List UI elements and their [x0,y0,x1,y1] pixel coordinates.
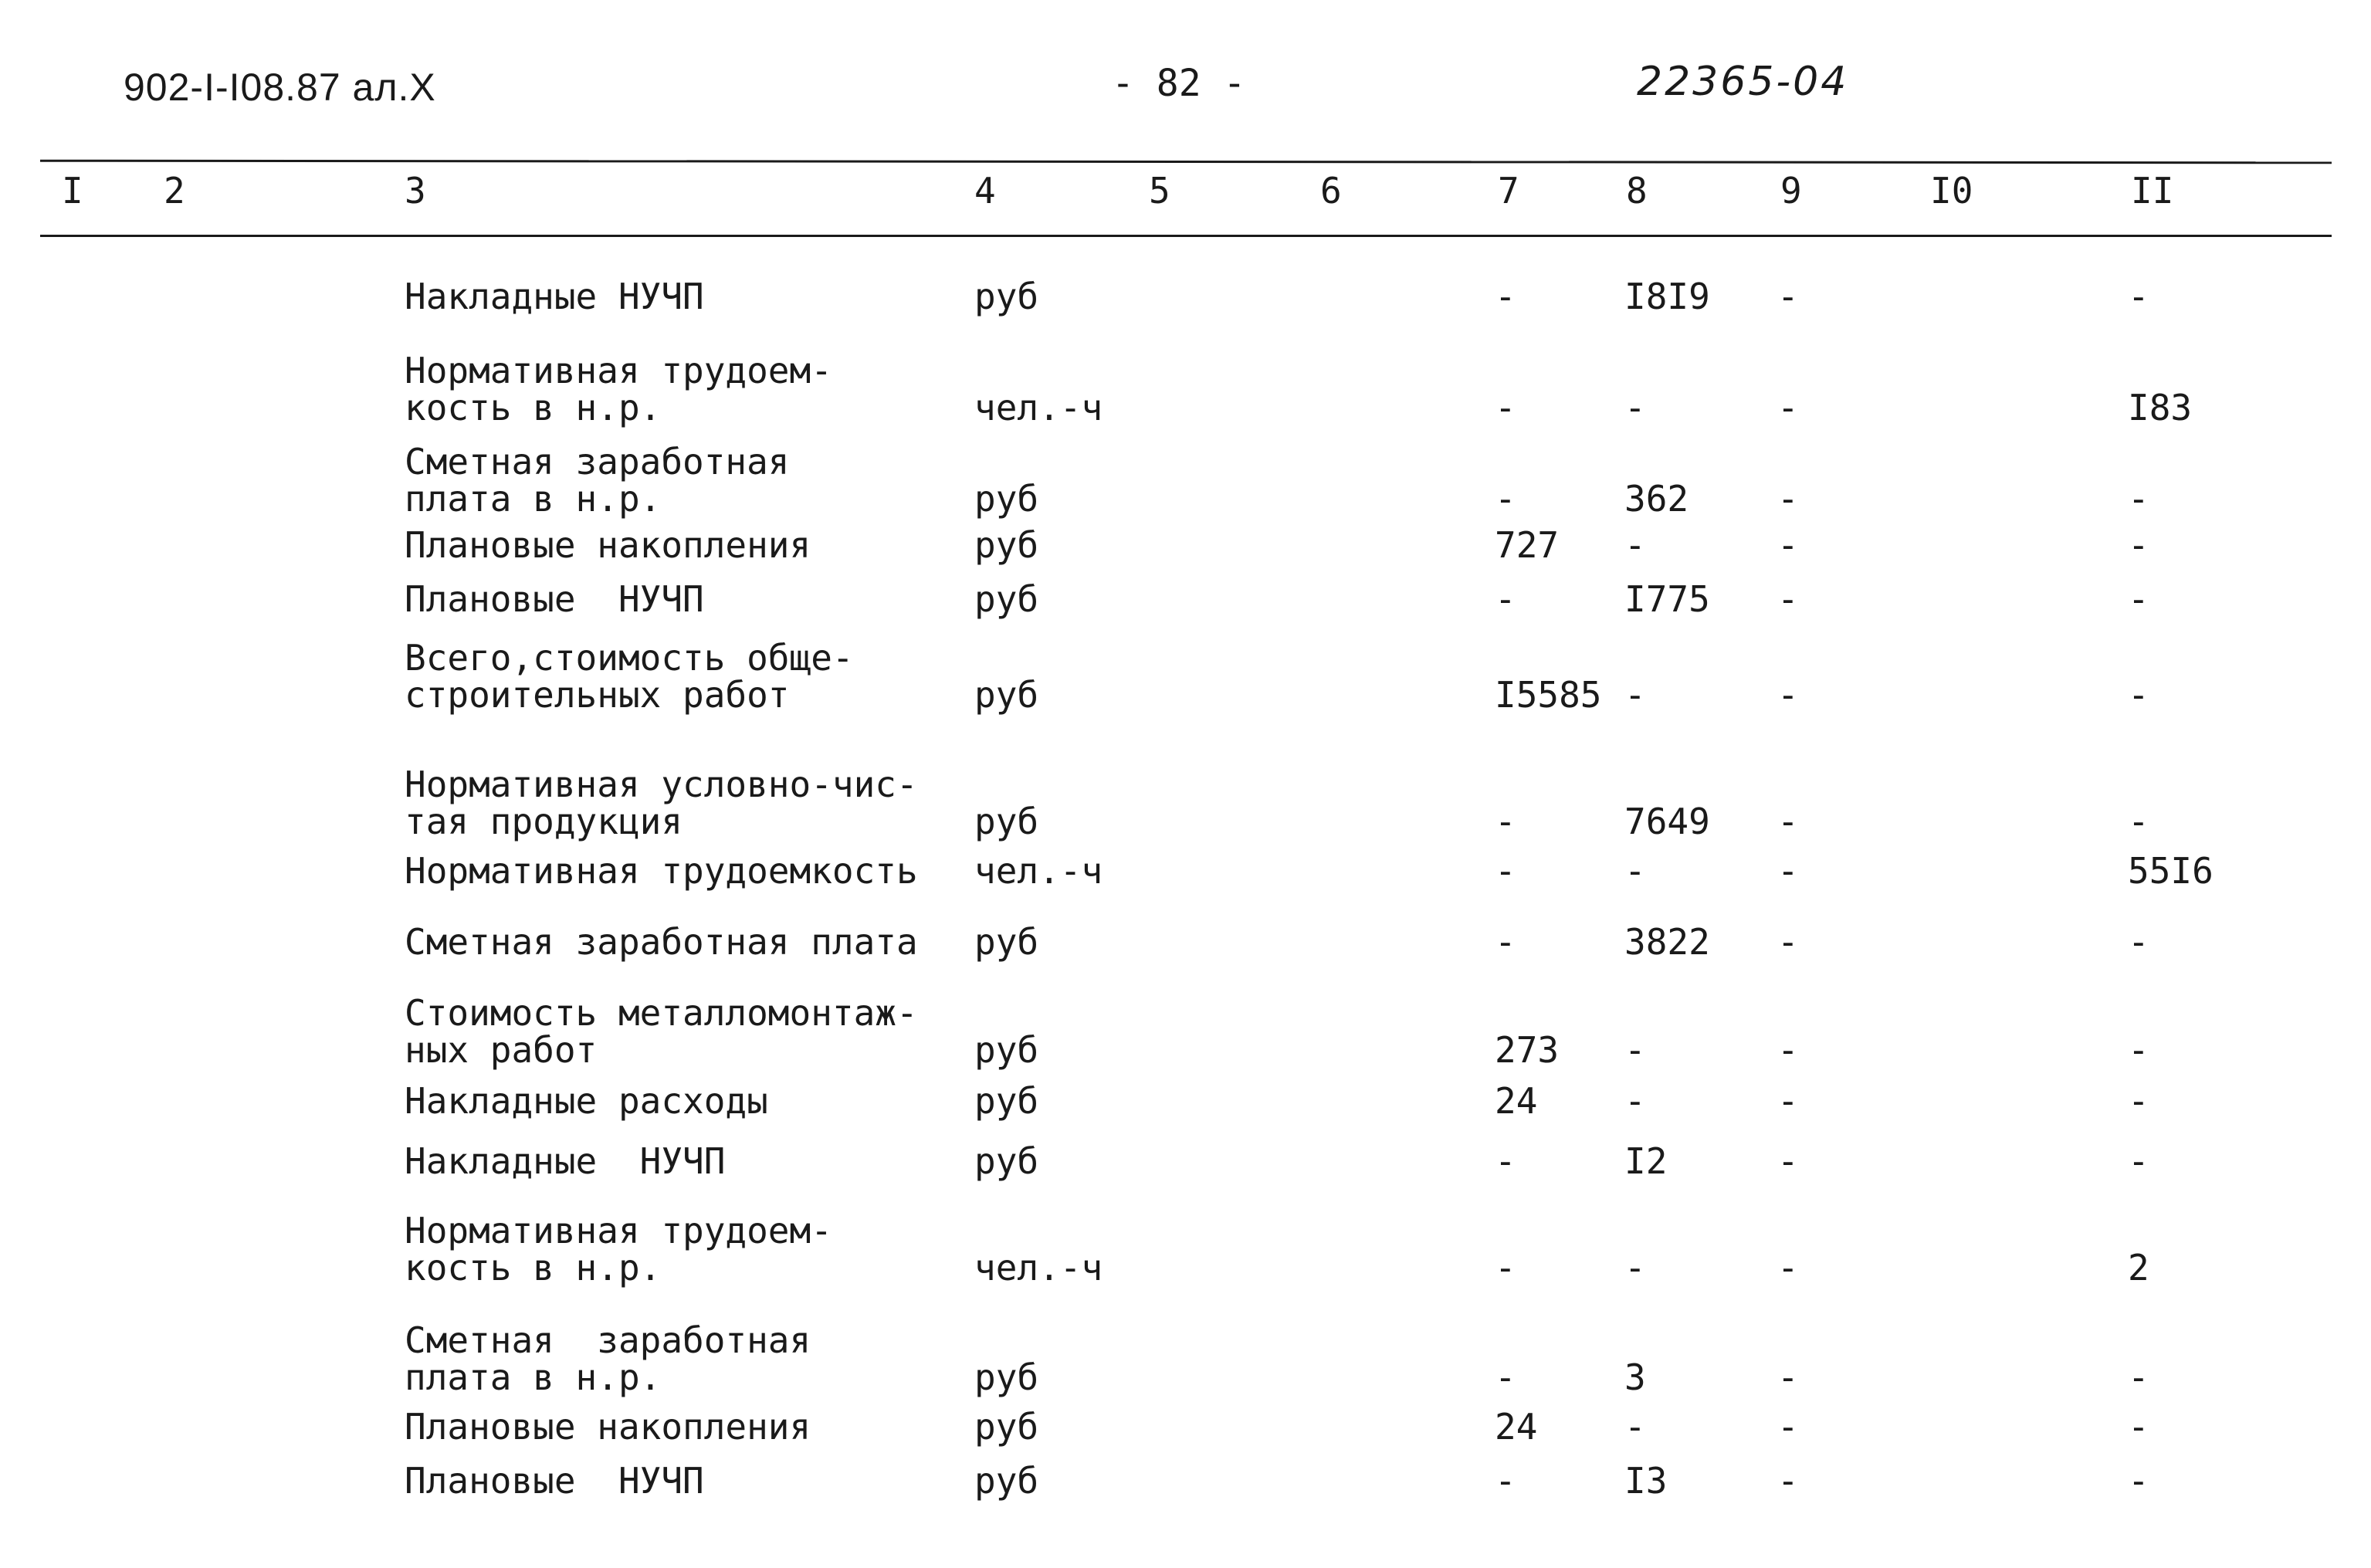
table-header-rule [40,235,2332,237]
row-unit: руб [974,921,1039,963]
column-number-5: 5 [1149,170,1170,212]
row-name: Плановые накопления [405,524,811,566]
row-unit: чел.-ч [974,850,1103,892]
row-col8-value: - [1624,674,1646,716]
document-code: 902-I-I08.87 ал.X [124,66,436,109]
row-col9-value: - [1777,1460,1799,1502]
row-col9-value: - [1777,1029,1799,1071]
row-col8-value: I3 [1624,1460,1668,1502]
row-col8-value: - [1624,1247,1646,1289]
row-name: Накладные НУЧП [405,1140,726,1182]
row-col8-value: 3 [1624,1356,1646,1398]
row-col11-value: 55I6 [2128,850,2213,892]
row-col11-value: - [2128,1406,2149,1448]
row-col8-value: - [1624,1406,1646,1448]
row-col7-value: - [1495,276,1516,317]
row-col7-value: - [1495,921,1516,963]
row-unit: руб [974,524,1039,566]
row-unit: руб [974,1140,1039,1182]
row-col9-value: - [1777,1140,1799,1182]
row-col11-value: - [2128,1029,2149,1071]
row-unit: руб [974,578,1039,620]
column-number-3: 3 [405,170,426,212]
row-col11-value: - [2128,921,2149,963]
archive-number: 22365-04 [1637,59,1849,105]
row-name: Нормативная трудоем- кость в н.р. [405,1210,832,1289]
row-col8-value: 3822 [1624,921,1710,963]
row-col8-value: 7649 [1624,801,1710,842]
row-col8-value: I8I9 [1624,276,1710,317]
page-number: - 82 - [1112,62,1246,105]
row-col11-value: - [2128,1356,2149,1398]
row-col9-value: - [1777,478,1799,520]
row-col7-value: - [1495,1460,1516,1502]
row-col8-value: - [1624,850,1646,892]
column-number-7: 7 [1498,170,1519,212]
row-col9-value: - [1777,921,1799,963]
row-name: Сметная заработная плата в н.р. [405,441,790,520]
row-col11-value: - [2128,578,2149,620]
column-number-1: I [62,170,83,212]
row-col7-value: I5585 [1495,674,1602,716]
column-number-4: 4 [974,170,996,212]
row-col7-value: - [1495,1356,1516,1398]
row-col11-value: - [2128,1140,2149,1182]
row-name: Плановые НУЧП [405,578,704,620]
row-col7-value: 24 [1495,1406,1538,1448]
row-col9-value: - [1777,276,1799,317]
row-col11-value: - [2128,801,2149,842]
row-unit: руб [974,1356,1039,1398]
column-number-6: 6 [1320,170,1342,212]
row-col7-value: - [1495,478,1516,520]
row-col7-value: - [1495,1247,1516,1289]
row-col7-value: - [1495,1140,1516,1182]
row-col7-value: - [1495,578,1516,620]
row-col11-value: 2 [2128,1247,2149,1289]
column-number-8: 8 [1626,170,1648,212]
row-unit: руб [974,1029,1039,1071]
row-col11-value: - [2128,524,2149,566]
row-col7-value: - [1495,801,1516,842]
row-col9-value: - [1777,850,1799,892]
row-name: Накладные расходы [405,1080,768,1122]
row-name: Сметная заработная плата [405,921,918,963]
row-col9-value: - [1777,387,1799,428]
row-name: Плановые НУЧП [405,1460,704,1502]
row-col9-value: - [1777,524,1799,566]
row-col11-value: - [2128,478,2149,520]
row-unit: руб [974,1080,1039,1122]
row-col9-value: - [1777,1406,1799,1448]
column-number-10: I0 [1930,170,1973,212]
row-col7-value: - [1495,387,1516,428]
row-name: Накладные НУЧП [405,276,704,317]
row-col9-value: - [1777,1080,1799,1122]
row-col7-value: 24 [1495,1080,1538,1122]
row-name: Всего,стоимость обще- строительных работ [405,637,854,716]
row-col9-value: - [1777,674,1799,716]
row-unit: руб [974,276,1039,317]
row-col8-value: I2 [1624,1140,1668,1182]
row-col11-value: - [2128,1460,2149,1502]
row-unit: чел.-ч [974,1247,1103,1289]
row-col9-value: - [1777,578,1799,620]
column-number-2: 2 [164,170,185,212]
row-col8-value: 362 [1624,478,1689,520]
row-unit: руб [974,1406,1039,1448]
table-top-rule [40,160,2332,164]
row-unit: руб [974,478,1039,520]
row-name: Нормативная трудоем- кость в н.р. [405,350,832,428]
row-unit: руб [974,1460,1039,1502]
row-unit: чел.-ч [974,387,1103,428]
row-col9-value: - [1777,1247,1799,1289]
column-number-9: 9 [1780,170,1802,212]
row-col7-value: 727 [1495,524,1560,566]
row-col8-value: - [1624,1029,1646,1071]
row-name: Нормативная трудоемкость [405,850,918,892]
row-col11-value: - [2128,1080,2149,1122]
row-col7-value: - [1495,850,1516,892]
row-col9-value: - [1777,1356,1799,1398]
row-col9-value: - [1777,801,1799,842]
row-col8-value: - [1624,1080,1646,1122]
row-name: Плановые накопления [405,1406,811,1448]
column-number-11: II [2131,170,2174,212]
row-unit: руб [974,674,1039,716]
row-col8-value: - [1624,524,1646,566]
row-col8-value: - [1624,387,1646,428]
row-col11-value: - [2128,674,2149,716]
row-name: Сметная заработная плата в н.р. [405,1319,811,1398]
row-col11-value: I83 [2128,387,2193,428]
row-unit: руб [974,801,1039,842]
row-col8-value: I775 [1624,578,1710,620]
row-col7-value: 273 [1495,1029,1560,1071]
row-name: Нормативная условно-чис- тая продукция [405,764,918,842]
row-name: Стоимость металломонтаж- ных работ [405,992,918,1071]
row-col11-value: - [2128,276,2149,317]
